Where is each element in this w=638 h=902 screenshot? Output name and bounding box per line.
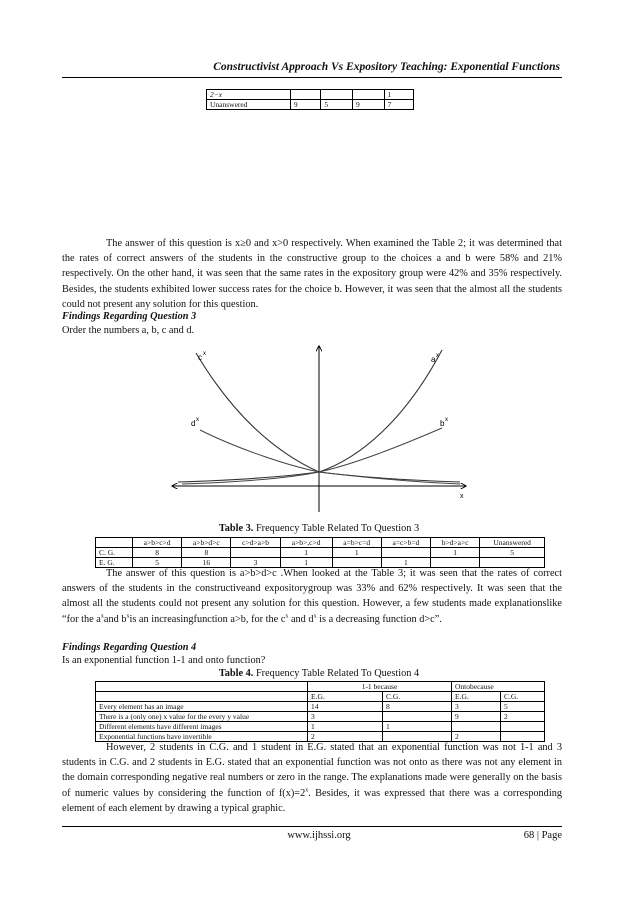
- table-cell: Unanswered: [480, 538, 545, 548]
- table-cell: 5: [133, 558, 182, 568]
- table-4: [95, 681, 545, 742]
- paragraph-q2-answer: The answer of this question is x≥0 and x>0 respectively. When examined the Table 2; it was determined that the rates of correct answers of the students in the constructive group to the choices a and b were 58% and 21% respectively. On the other hand, it was seen that the same rates in the expository group were 42% and 35% respectively. Besides, the students exhibited lower success rates for the choice b. However, it was seen that the almost all the students could not present any solution for this question.: [62, 238, 562, 310]
- table-row: [96, 682, 545, 692]
- label-d: d: [191, 419, 196, 428]
- heading-question-3: Findings Regarding Question 3: [62, 311, 197, 322]
- table-cell: a>b>c>d: [133, 538, 182, 548]
- table-cell: [381, 548, 430, 558]
- table-cell: Unanswered: [207, 100, 291, 110]
- table-cell: Ontobecause: [452, 682, 545, 692]
- table-cell: 8: [182, 548, 231, 558]
- label-c: c: [198, 353, 202, 362]
- top-table: [206, 89, 414, 110]
- sup-x: x: [305, 787, 309, 794]
- sup-x: x: [313, 613, 317, 620]
- paragraph-q3-part-3: is an increasingfunction a>b, for the c: [129, 613, 286, 625]
- table-cell: 7: [384, 100, 413, 110]
- table-cell: [352, 90, 384, 100]
- table-cell: 5: [480, 548, 545, 558]
- running-header: Constructivist Approach Vs Expository Teaching: Exponential Functions: [213, 61, 560, 73]
- table-3-caption: [0, 523, 638, 534]
- table-row: [96, 722, 545, 732]
- table-cell: C. G.: [96, 548, 133, 558]
- question-3-text: Order the numbers a, b, c and d.: [62, 325, 195, 336]
- table-cell: a>b>,c>d: [280, 538, 332, 548]
- paragraph-q4-answer: [62, 740, 562, 816]
- table-4-caption-text: Frequency Table Related To Question 4: [253, 668, 420, 679]
- table-cell: 2: [452, 732, 501, 742]
- table-row: [96, 712, 545, 722]
- table-cell: 3: [231, 558, 280, 568]
- curve-c-x: [196, 353, 460, 482]
- table-cell: Every element has an image: [96, 702, 308, 712]
- table-cell: C.G.: [383, 692, 452, 702]
- page-number: 68 | Page: [523, 830, 562, 841]
- paragraph-q3-part-5: is a decreasing function d>c”.: [316, 613, 442, 625]
- table-cell: [321, 90, 353, 100]
- table-cell: E. G.: [96, 558, 133, 568]
- table-4-caption: [0, 668, 638, 679]
- table-3: [95, 537, 545, 568]
- label-x-axis: x: [460, 493, 464, 500]
- table-cell: 1: [332, 548, 381, 558]
- table-cell: 5: [321, 100, 353, 110]
- table-cell: Different elements have different images: [96, 722, 308, 732]
- table-cell: 14: [308, 702, 383, 712]
- table-cell: [96, 692, 308, 702]
- table-cell: a=b>c=d: [332, 538, 381, 548]
- label-a: a: [431, 355, 436, 364]
- curve-b-x: [182, 428, 442, 484]
- table-4-caption-bold: Table 4.: [218, 668, 254, 679]
- table-cell: c>d>a>b: [231, 538, 280, 548]
- table-cell: b>d>a>c: [431, 538, 480, 548]
- table-cell: C.G.: [501, 692, 545, 702]
- table-cell: Exponential functions have invertible: [96, 732, 308, 742]
- table-cell: 2: [308, 732, 383, 742]
- table-cell: 5: [501, 702, 545, 712]
- sup-x: x: [285, 613, 289, 620]
- paragraph-q3-part-1: The answer of this question is a>b>d>c .When looked at the Table 3; it was seen that the rates of correct answers of the students in the constructiveand expositorygroup was 33% and 62% respectively. It was seen that the almost all the students could not present any solution for this question. However, a few students made explanationslike “for the a: [62, 568, 562, 625]
- sup-x: x: [100, 613, 104, 620]
- curve-d-x: [200, 430, 460, 484]
- paragraph-q4-part-1: However, 2 students in C.G. and 1 student in E.G. stated that an exponential function was not 1-1 and 3 students in C.G. and 2 students in E.G. stated that an exponential function was not onto as there was not any element in the domain corresponding negative real numbers or zero in the range. The explanations made were generally on the basis of numeric values by considering the function of f(x)=2: [62, 742, 562, 799]
- table-cell: 9: [290, 100, 321, 110]
- table-cell: There is a (only one) x value for the every y value: [96, 712, 308, 722]
- table-cell: 1: [383, 722, 452, 732]
- table-cell: [452, 722, 501, 732]
- table-cell: 16: [182, 558, 231, 568]
- table-cell: 1: [381, 558, 430, 568]
- table-3-caption-text: Frequency Table Related To Question 3: [253, 523, 420, 534]
- table-row: [207, 90, 414, 100]
- paragraph-q3-answer: [62, 566, 562, 627]
- paragraph-q3-part-4: and d: [288, 613, 314, 625]
- table-cell: 1: [308, 722, 383, 732]
- footer-rule: [62, 826, 562, 827]
- label-a-sup: x: [436, 353, 439, 359]
- table-cell: [501, 722, 545, 732]
- table-cell: 3: [452, 702, 501, 712]
- table-cell: 9: [452, 712, 501, 722]
- table-cell: 1: [384, 90, 413, 100]
- table-cell: 9: [352, 100, 384, 110]
- table-cell: [290, 90, 321, 100]
- table-row: [207, 100, 414, 110]
- table-cell: 2−x: [207, 90, 291, 100]
- table-cell: [231, 548, 280, 558]
- header-rule: [62, 77, 562, 78]
- footer-url[interactable]: www.ijhssi.org: [287, 830, 351, 841]
- table-cell: 2: [501, 712, 545, 722]
- sup-x: x: [126, 613, 130, 620]
- curve-a-x: [178, 350, 442, 482]
- table-3-caption-bold: Table 3.: [218, 523, 254, 534]
- table-cell: 1: [280, 558, 332, 568]
- table-row: [96, 692, 545, 702]
- table-cell: 1: [280, 548, 332, 558]
- paragraph-q4-part-2: . Besides, it was expressed that there was a corresponding element of each element by drawing a typical graphic.: [62, 787, 562, 814]
- label-b-sup: x: [445, 417, 448, 423]
- table-cell: a=c>b=d: [381, 538, 430, 548]
- table-row: [96, 702, 545, 712]
- table-cell: 3: [308, 712, 383, 722]
- table-row: [96, 548, 545, 558]
- table-cell: 8: [383, 702, 452, 712]
- table-cell: E.G.: [452, 692, 501, 702]
- table-cell: [96, 538, 133, 548]
- label-c-sup: x: [203, 351, 206, 357]
- question-4-text: Is an exponential function 1-1 and onto function?: [62, 655, 266, 666]
- exponential-graph: [160, 340, 480, 520]
- label-b: b: [440, 419, 445, 428]
- table-cell: 8: [133, 548, 182, 558]
- heading-question-4: Findings Regarding Question 4: [62, 642, 197, 653]
- table-cell: a>b>d>c: [182, 538, 231, 548]
- table-cell: 1-1 because: [308, 682, 452, 692]
- label-d-sup: x: [196, 417, 199, 423]
- table-row: [96, 538, 545, 548]
- table-cell: E.G.: [308, 692, 383, 702]
- table-cell: [96, 682, 308, 692]
- table-cell: [383, 712, 452, 722]
- paragraph-q3-part-2: and b: [103, 613, 127, 625]
- table-cell: 1: [431, 548, 480, 558]
